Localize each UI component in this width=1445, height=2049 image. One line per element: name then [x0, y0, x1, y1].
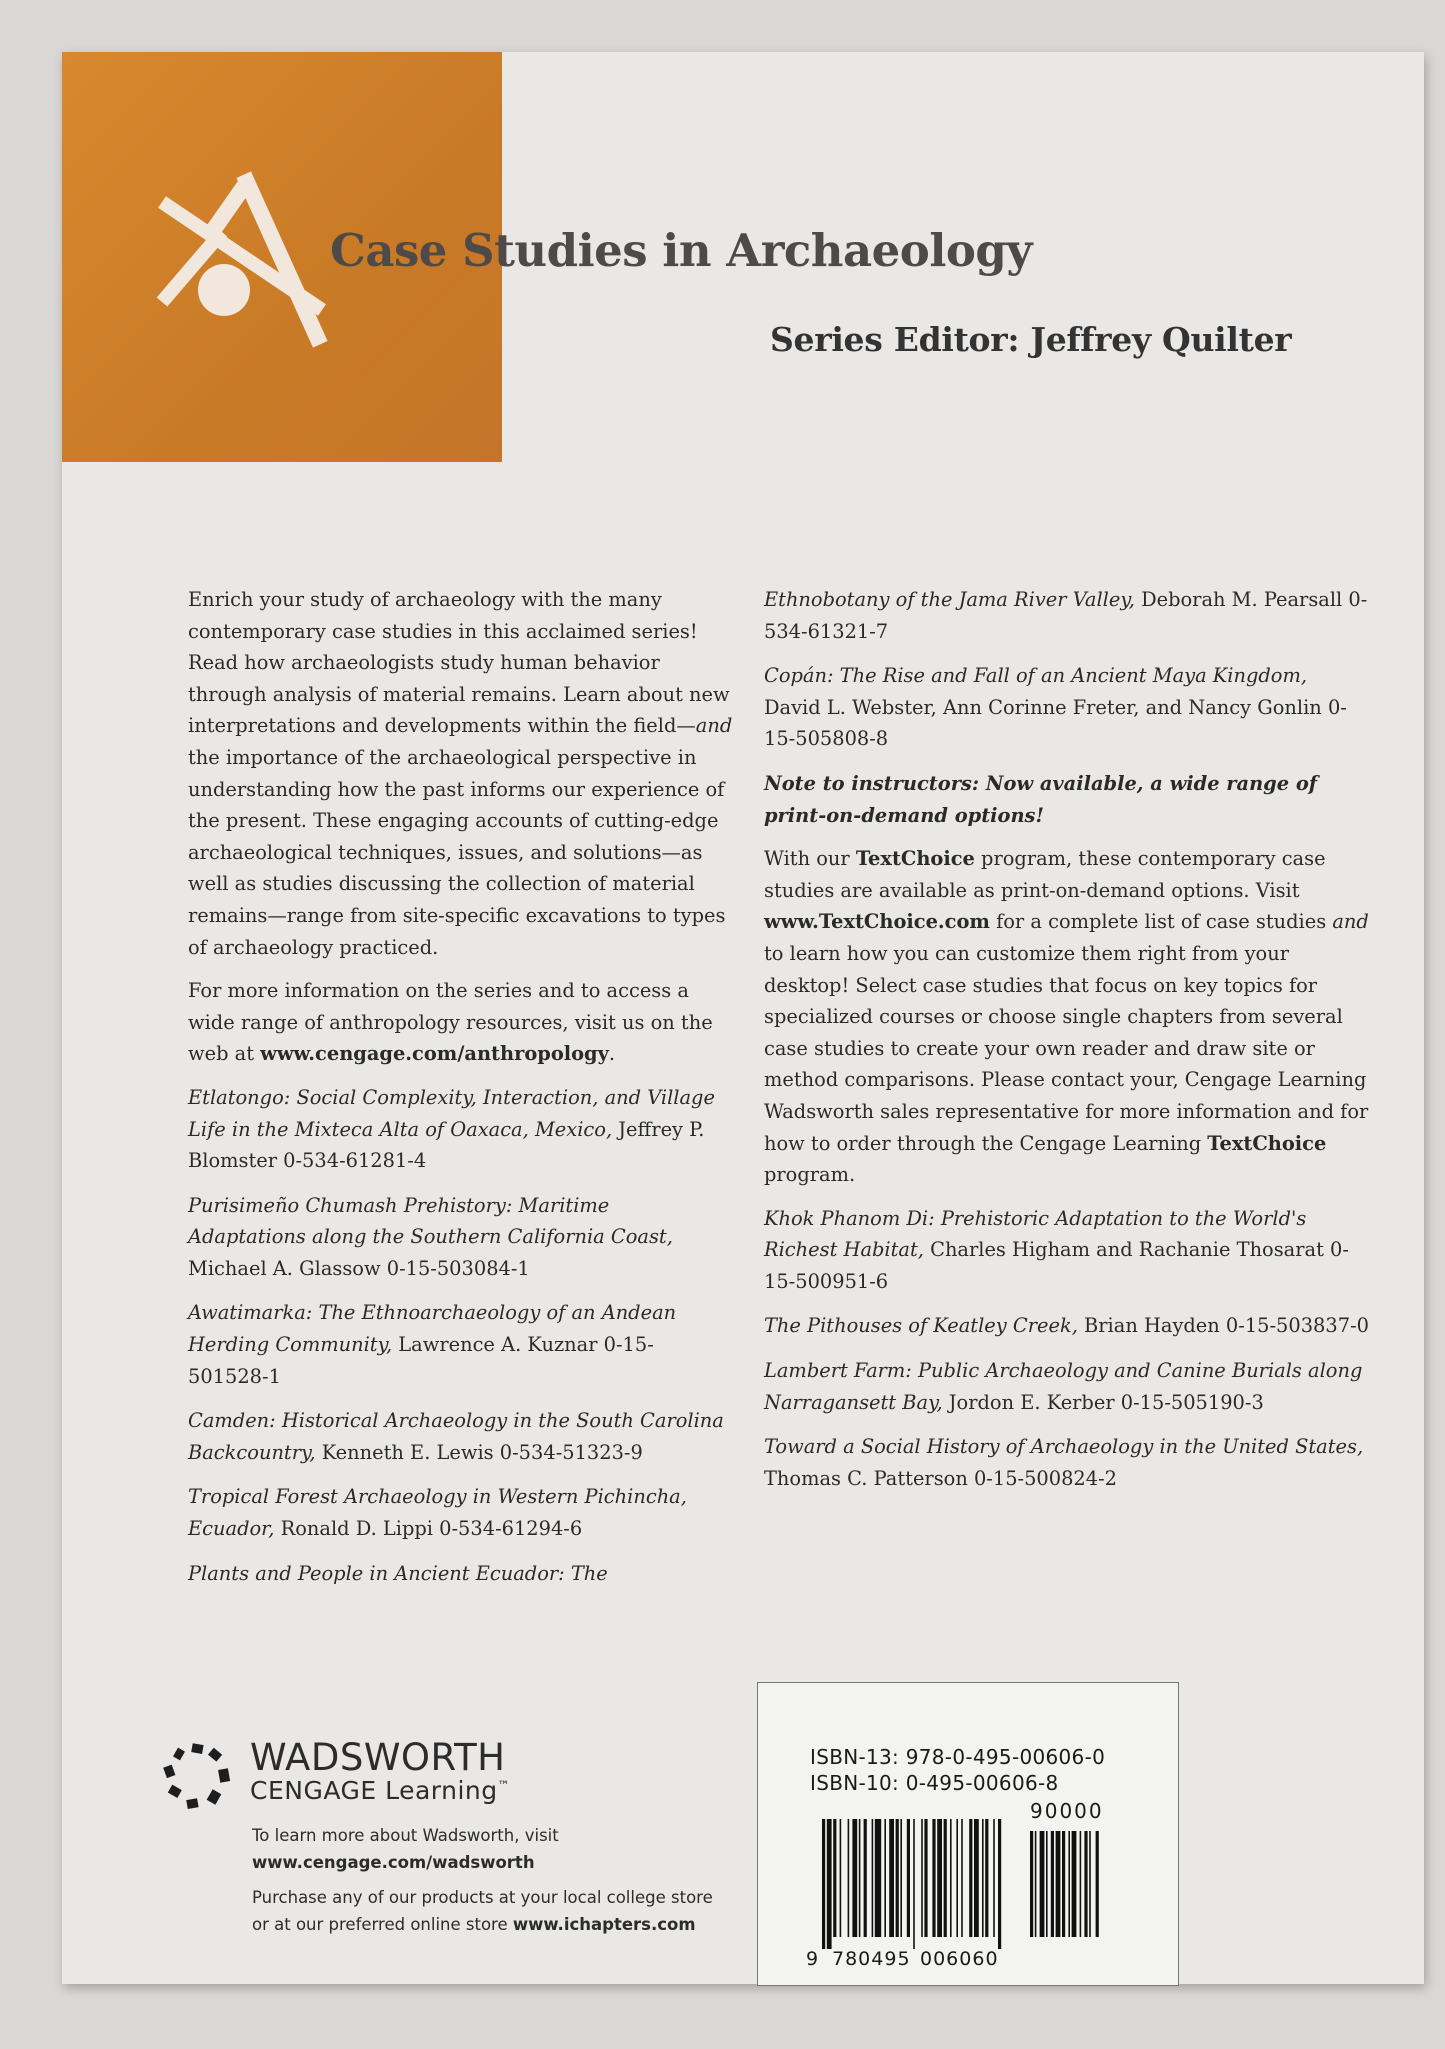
isbn-10: ISBN-10: 0-495-00606-8: [810, 1771, 1059, 1795]
series-editor: Series Editor: Jeffrey Quilter: [770, 320, 1292, 359]
barcode-bar: [1030, 1831, 1033, 1937]
barcode-bar: [932, 1819, 935, 1937]
textchoice-paragraph: With our TextChoice program, these contemporary case studies are available as print-on-demand options. Visit www.TextChoice.com for a complete list of case studies and to learn how you can customize them right from your desktop! Select case studies that focus on key topics for specialized courses or choose single chapters from several case studies to create your own reader and draw site or method comparisons. Please contact your, Cengage Learning Wadsworth sales representative for more information and for how to order through the Cengage Learning TextChoice program.: [764, 847, 1369, 1187]
wadsworth-url: www.cengage.com/wadsworth: [252, 1853, 535, 1872]
price-code: 90000: [1030, 1799, 1104, 1823]
barcode-box: [757, 1682, 1179, 1986]
barcode-bar: [974, 1819, 979, 1937]
textchoice-url: www.TextChoice.com: [764, 910, 990, 934]
barcode-bar: [1084, 1831, 1087, 1937]
publisher-name: WADSWORTH: [250, 1736, 506, 1779]
barcode-bar: [875, 1819, 881, 1937]
barcode-bar: [1051, 1831, 1054, 1937]
case-study-entry: Plants and People in Ancient Ecuador: The: [188, 1561, 608, 1585]
publisher-line: Purchase any of our products at your local college store: [252, 1888, 713, 1907]
isbn-13: ISBN-13: 978-0-495-00606-0: [810, 1745, 1106, 1769]
barcode-bar: [848, 1819, 850, 1937]
barcode-bar: [937, 1819, 942, 1937]
barcode-bar: [913, 1819, 915, 1949]
case-study-entry: Tropical Forest Archaeology in Western Pichincha, Ecuador, Ronald D. Lippi 0-534-61294-6: [188, 1485, 687, 1541]
barcode-bar: [896, 1819, 899, 1937]
barcode-addon-bars: [1030, 1831, 1099, 1937]
case-study-entry: Ethnobotany of the Jama River Valley, Deborah M. Pearsall 0-534-61321-7: [764, 588, 1368, 643]
barcode-bar: [852, 1819, 857, 1937]
barcode-bar: [961, 1819, 963, 1937]
barcode-bar: [864, 1819, 867, 1937]
barcode-bar: [1062, 1831, 1065, 1937]
publisher-line: or at our preferred online store www.ichapters.com: [252, 1915, 696, 1934]
right-text-column: [764, 584, 1369, 1507]
case-study-entry: Purisimeño Chumash Prehistory: Maritime Adaptations along the Southern California Coast, Michael A. Glassow 0-15-503084-1: [188, 1193, 673, 1280]
case-study-entry: Etlatongo: Social Complexity, Interaction, and Village Life in the Mixteca Alta of Oaxaca, Mexico, Jeffrey P. Blomster 0-534-61281-4: [188, 1085, 715, 1173]
intro-paragraph: Enrich your study of archaeology with the many contemporary case studies in this acclaimed series! Read how archaeologists study human behavior through analysis of material remains. Learn about new interpretations and developments within the field—and the importance of the archaeological perspective in understanding how the past informs our experience of the present. These engaging accounts of cutting-edge archaeological techniques, issues, and solutions—as well as studies discussing the collection of material remains—range from site-specific excavations to types of archaeology practiced.: [188, 588, 733, 959]
anthropology-url: www.cengage.com/anthropology: [260, 1042, 609, 1066]
case-study-entry: Copán: The Rise and Fall of an Ancient Maya Kingdom, David L. Webster, Ann Corinne Freter, and Nancy Gonlin 0-15-505808-8: [764, 664, 1347, 751]
ichapters-url: www.ichapters.com: [512, 1915, 696, 1934]
barcode-digits-right: 006060: [920, 1948, 999, 1970]
publisher-line: To learn more about Wadsworth, visit: [252, 1826, 559, 1845]
barcode-icon: [808, 1819, 1148, 1969]
book-back-cover: [62, 52, 1424, 1984]
case-study-entry: Khok Phanom Di: Prehistoric Adaptation to the World's Richest Habitat, Charles Higham and Rachanie Thosarat 0-15-500951-6: [764, 1206, 1349, 1293]
barcode-bar: [985, 1819, 988, 1937]
barcode-bar: [822, 1819, 825, 1949]
barcode-bar: [993, 1819, 995, 1937]
barcode-bar: [907, 1819, 910, 1937]
barcode-bar: [1056, 1831, 1061, 1937]
barcode-bar: [1035, 1831, 1037, 1937]
barcode-bar: [1089, 1831, 1091, 1937]
case-study-entry: The Pithouses of Keatley Creek, Brian Hayden 0-15-503837-0: [764, 1314, 1369, 1338]
barcode-bar: [884, 1819, 886, 1937]
barcode-bar: [982, 1819, 984, 1937]
barcode-bar: [969, 1819, 972, 1937]
barcode-bar: [859, 1819, 861, 1937]
barcode-bar: [827, 1819, 832, 1949]
barcode-bar: [944, 1819, 947, 1937]
barcode-bar: [889, 1819, 894, 1937]
barcode-bar: [921, 1819, 923, 1937]
barcode-bar: [1040, 1831, 1045, 1937]
barcode-bar: [998, 1819, 1001, 1949]
barcode-bar: [900, 1819, 902, 1937]
series-logo-icon: [152, 162, 332, 352]
publisher-subname: CENGAGE Learning™: [250, 1776, 511, 1805]
instructor-note: Note to instructors: Now available, a wide range of print-on-demand options!: [764, 771, 1318, 827]
case-study-entry: Toward a Social History of Archaeology in the United States, Thomas C. Patterson 0-15-500824-2: [764, 1435, 1364, 1490]
barcode-bar: [1072, 1831, 1077, 1937]
barcode-bar: [1080, 1831, 1082, 1937]
case-study-entry: Camden: Historical Archaeology in the South Carolina Backcountry, Kenneth E. Lewis 0-534-51323-9: [188, 1409, 724, 1464]
barcode-bar: [924, 1819, 927, 1937]
barcode-digits-left: 780495: [832, 1948, 911, 1970]
more-info-paragraph: For more information on the series and to access a wide range of anthropology resources, visit us on the web at www.cengage.com/anthropology.: [188, 979, 713, 1066]
series-title: Case Studies in Archaeology: [330, 224, 1033, 277]
publisher-info: [252, 1822, 812, 1938]
cengage-logo-icon: [162, 1742, 234, 1814]
left-text-column: [188, 584, 733, 1602]
barcode-bar: [1068, 1831, 1070, 1937]
case-study-entry: Lambert Farm: Public Archaeology and Canine Burials along Narragansett Bay, Jordon E. Kerber 0-15-505190-3: [764, 1359, 1363, 1414]
barcode-bar: [950, 1819, 952, 1937]
case-study-entry: Awatimarka: The Ethnoarchaeology of an Andean Herding Community, Lawrence A. Kuznar 0-15-501528-1: [188, 1301, 677, 1388]
barcode-bar: [840, 1819, 842, 1937]
barcode-bar: [956, 1819, 958, 1937]
barcode-bar: [833, 1819, 836, 1937]
barcode-bar: [1046, 1831, 1048, 1937]
barcode-bars: [822, 1819, 1001, 1949]
barcode-bar: [872, 1819, 874, 1937]
barcode-bar: [1096, 1831, 1099, 1937]
barcode-digit-first: 9: [806, 1948, 819, 1970]
